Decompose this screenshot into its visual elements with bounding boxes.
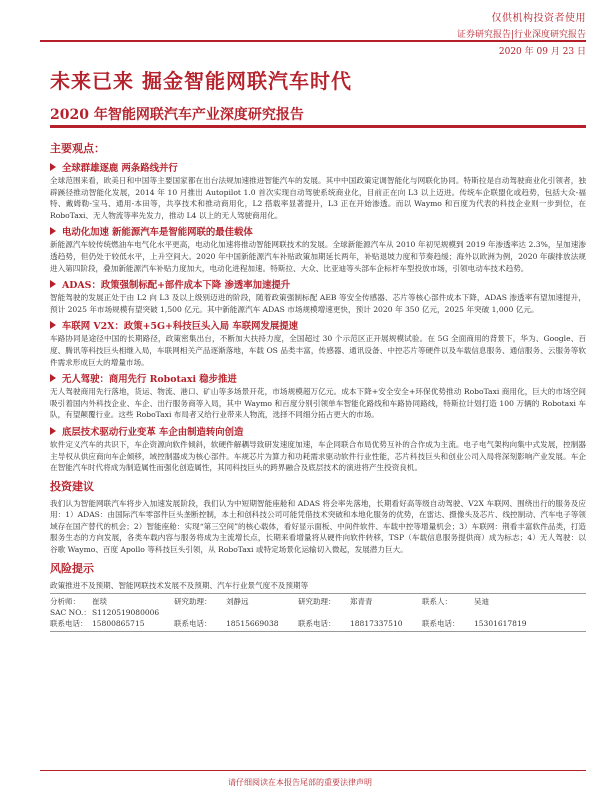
section-heading [50,318,586,332]
analyst-role: SAC NO.： [50,608,91,618]
triangle-bullet-icon [50,374,56,382]
triangle-bullet-icon [50,280,56,288]
analyst-role: 联系电话： [422,619,460,629]
analyst-table [50,593,586,632]
section-heading-text: 底层技术驱动行业变革 车企由制造转向创造 [62,426,244,438]
report-notice: 仅供机构投资者使用 [491,13,586,24]
report-date: 2020 年 09 月 23 日 [498,47,586,57]
section-heading-text: 无人驾驶：商用先行 Robotaxi 稳步推进 [62,374,237,386]
risk-label: 风险提示 [50,561,94,575]
triangle-bullet-icon [50,163,56,171]
section-body: 软件定义汽车的共识下，车企资源向软件倾斜，软硬件解耦导致研发速度加速，车企同联合布局优势互补的合作成为主流。电子电气架构向集中式发展，控制器主导权从供应商向车企倾移，域控制器成为核心部件。车规芯片为算力和功耗需求驱动软件行业性能，芯片科技巨头和创业公司入局将深刻影响产业发展。车企在智能汽车时代将成为制造属性而强化创造属性，其同科技巨头的跨界融合及底层技术的演进将产生投资良机。 [50,439,586,473]
investment-body: 我们认为智能网联汽车将步入加速发展阶段，我们认为中短期智能座舱和 ADAS 将会率先落地，长期看好高等级自动驾驶、V2X 车联网、围绕出行的服务及应用：1）ADAS：由国际汽车零部件巨头垄断控制，本土和创科技公司可能凭借技术突破和本地化服务的优势，在雷达、摄像头及芯片、线控制动、汽车电子等领域存在国产替代的机会；2）智能座舱：实现“第三空间”的核心载体，看好显示面板、中间件软件、车载中控等增量机会；3）车联网：荆看丰富软件品类，打造服务生态的方向发展，各类车载内容与服务将成为主流增长点，长期来看增量将从硬件向软件转移，TSP（车载信息服务提供商）成为标志；4）无人驾驶：以谷歌 Waymo、百度 Apollo 等科技巨头引领，从 RoboTaxi 或特定场景化运输切入微起，发展潜力巨大。 [50,498,586,555]
analyst-row [50,607,586,618]
report-title: 未来已来 掘金智能网联汽车时代 [50,69,352,93]
analyst-name: 郑青青 [350,597,373,607]
report-category: 证券研究报告|行业深度研究报告 [456,30,586,40]
section-body: 全球范围来看，欧美日和中国等主要国家都在出台法规加速推进智能汽车的发展。其中中国政策定调智能化与网联化协同。特斯拉是自动驾驶商业化引领者，独辟蹊径推动智能化发展，2014 年 10 月推出 Autopilot 1.0 首次实现自动驾驶系统商业化，目前正在向 L3 以上迈进。传统车企联盟化或趋势，包括大众-福特、戴姆勒-宝马、通用-本田等，共享技术和推动商用化，L2 搭载率显著提升，L3 正在开始渗透。而以 Waymo 和百度为代表的科技企业则一步到位，在 RoboTaxi、无人物流等率先发力，推动 L4 以上的无人驾驶商用化。 [50,176,586,220]
analyst-name: 吴迪 [474,597,489,607]
analyst-phone: 18817337510 [350,619,403,629]
analyst-row [50,596,586,607]
main-points-label: 主要观点： [50,142,105,155]
section-body: 新能源汽车较传统燃油车电气化水平更高，电动化加速将推动智能网联技术的发展。全球新能源汽车从 2010 年初见规模到 2019 年渗透率达 2.3%，呈加速渗透趋势，但仍处于较低水平，上升空间大。2020 年中国新能源汽车补贴政策加期延长两年，补贴退坡力度和节奏趋缓；海外以欧洲为例，2020 年碳排放法规进入第四阶段，叠加新能源汽车补贴力度加大，电动化进程加速。特斯拉、大众、比亚迪等头部车企标杆车型投放市场，引领电动车技术趋势。 [50,240,586,273]
risk-body: 政策推进不及预期、智能网联技术发展不及预期、汽车行业景气度不及预期等 [50,580,309,590]
analyst-role: 联系人： [422,597,452,607]
analyst-role: 联系电话： [50,619,88,629]
report-body [50,140,586,632]
section-heading [50,224,586,238]
section-heading-text: 全球群雄逐鹿 两条路线并行 [62,163,178,174]
triangle-bullet-icon [50,227,56,235]
analyst-role: 研究助理： [298,597,336,607]
analyst-role: 研究助理： [174,597,212,607]
analyst-name: 崔琰 [92,597,107,607]
section-heading [50,424,586,438]
section-heading [50,371,586,385]
section-heading-text: 车联网 V2X：政策+5G+科技巨头入局 车联网发展提速 [62,321,298,333]
section-heading [50,160,586,174]
report-subtitle: 2020 年智能网联汽车产业深度研究报告 [50,107,304,123]
analyst-name: 刘静远 [226,597,249,607]
triangle-bullet-icon [50,321,56,329]
analyst-role: 联系电话： [298,619,336,629]
section-heading-text: ADAS：政策强制标配+部件成本下降 渗透率加速提升 [62,280,291,292]
section-heading-text: 电动化加速 新能源汽车是智能网联的最佳载体 [62,227,253,239]
title-divider [50,125,586,128]
top-divider [40,40,586,42]
analyst-role: 联系电话： [174,619,212,629]
section-heading [50,277,586,291]
investment-label: 投资建议 [50,479,94,493]
analyst-name: S1120519080006 [92,608,160,618]
section-body: 车路协同是途径中国的长期路径，政策密集出台，不断加大扶持力度，全国超过 30 个示范区正开展规模试验。在 5G 全面商用的背景下，华为、Google、百度、腾讯等科技巨头相继入局，车联网相关产品逐渐落地，车载 OS 品类丰富，传感器、通讯设备、中控芯片等硬件以及车载信息服务、通信服务、云服务等软件需求形成巨大的增量市场。 [50,334,586,367]
analyst-role: 分析师： [50,597,80,607]
footer-divider [40,770,586,771]
triangle-bullet-icon [50,427,56,435]
section-body: 无人驾驶商用先行落地，货运、物流、港口、矿山等多场景开花，市场规模超万亿元。成本下降+安全安全+环保优势推动 RoboTaxi 商用化，巨大的市场空间吸引着国内外科技企业、车企、出行服务商等入局，其中 Waymo 和百度分别引领单车智能化路线和车路协同路线，特斯拉计划打造 100 万辆的 Robotaxi 车队，有望颠覆行业。这些 RoboTaxi 布局者又给行业带来人物流，选择不同细分拓占更大的市场。 [50,387,586,420]
analyst-phone: 15301617819 [474,619,527,629]
footer-disclaimer: 请仔细阅读在本报告尾部的重要法律声明 [228,778,372,787]
section-body: 智能驾驶的发展正处于由 L2 向 L3 及以上级别迈进的阶段，随着政策强制标配 AEB 等安全传感器、芯片等核心部件成本下降，ADAS 渗透率有望加速提升，预计 2025 年市场规模有望突破 1,500 亿元。其中新能源汽车 ADAS 市场规模增速更快，预计 2020 年 350 亿元，2025 年突破 1,000 亿元。 [50,293,586,314]
analyst-phone: 18515669038 [226,619,279,629]
analyst-row [50,618,586,629]
analyst-phone: 15800865715 [92,619,145,629]
